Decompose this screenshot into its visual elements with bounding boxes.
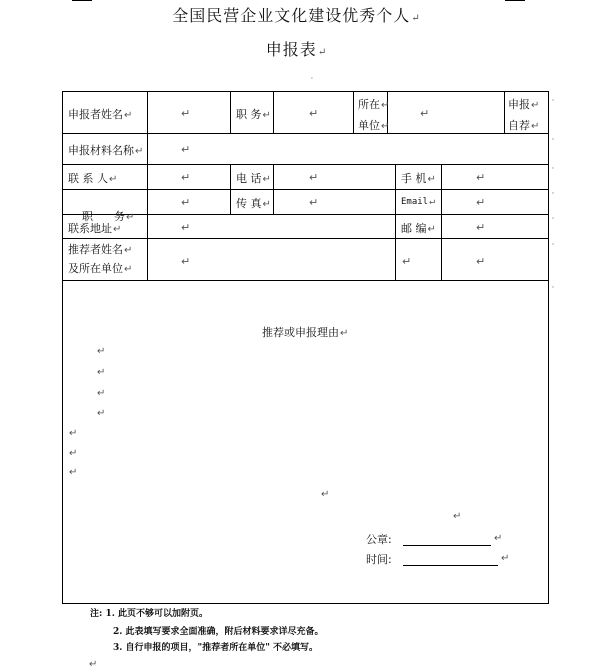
bottom-paragraph-mark: ↵ (89, 659, 98, 670)
fax-field[interactable]: ↵ (309, 196, 319, 209)
row-end-mark-6: ' (552, 242, 554, 250)
phone-label: 电 话↵ (236, 172, 271, 185)
reason-paragraph-mark-4: ↵ (97, 408, 106, 419)
reason-title: 推荐或申报理由↵ (262, 326, 349, 339)
top-right-edge-mark (505, 0, 525, 1)
email-label: Email↵ (401, 196, 436, 207)
address-field[interactable]: ↵ (181, 221, 191, 234)
note-line-3: 3. 自行申报的项目，"推荐者所在单位" 不必填写。 (113, 643, 319, 653)
position-field[interactable]: ↵ (309, 107, 319, 120)
seal-paragraph-mark: ↵ (494, 533, 503, 544)
recommender-field[interactable]: ↵ (181, 255, 191, 268)
email-field[interactable]: ↵ (476, 196, 486, 209)
reason-paragraph-mark-8: ↵ (321, 489, 330, 500)
position2-field[interactable]: ↵ (181, 196, 191, 209)
time-label: 时间: (366, 553, 392, 566)
fax-label: 传 真↵ (236, 197, 271, 210)
address-label: 联系地址↵ (68, 222, 122, 235)
page-title: 全国民营企业文化建设优秀个人↵ (172, 6, 421, 25)
page-subtitle: 申报表↵ (265, 40, 328, 59)
recommender-extra-field[interactable]: ↵ (402, 255, 412, 268)
note-line-2: 2. 此表填写要求全面准确，附后材料要求详尽充备。 (113, 627, 324, 637)
material-name-label: 申报材料名称↵ (68, 144, 144, 157)
mobile-label: 手 机↵ (401, 172, 436, 185)
reason-paragraph-mark-2: ↵ (97, 367, 106, 378)
note-line-1: 注: 1. 此页不够可以加附页。 (90, 609, 208, 619)
reason-paragraph-mark-6: ↵ (69, 448, 78, 459)
recommender-label: 推荐者姓名↵ 及所在单位↵ (68, 243, 133, 275)
applicant-name-field[interactable]: ↵ (181, 107, 191, 120)
material-name-field[interactable]: ↵ (181, 143, 191, 156)
reason-paragraph-mark-3: ↵ (97, 388, 106, 399)
row-end-mark-7: ' (552, 285, 554, 293)
time-paragraph-mark: ↵ (501, 553, 510, 564)
contact-label: 联 系 人↵ (68, 172, 118, 185)
title-small-mark: ' (311, 76, 313, 84)
row-end-mark-4: ' (552, 191, 554, 199)
mobile-field[interactable]: ↵ (476, 171, 486, 184)
time-field[interactable] (403, 551, 498, 566)
reason-paragraph-mark-1: ↵ (97, 346, 106, 357)
row-end-mark-2: ' (552, 137, 554, 145)
reason-paragraph-mark-7: ↵ (69, 467, 78, 478)
seal-field[interactable] (403, 531, 491, 546)
unit-field[interactable]: ↵ (420, 107, 430, 120)
reason-paragraph-mark-9: ↵ (453, 511, 462, 522)
row-end-mark-1: ' (552, 98, 554, 106)
top-left-edge-mark (72, 0, 92, 1)
reason-paragraph-mark-5: ↵ (69, 428, 78, 439)
application-form-table (62, 91, 549, 604)
row-end-mark-5: ' (552, 216, 554, 224)
contact-field[interactable]: ↵ (181, 171, 191, 184)
position-label: 职 务↵ (236, 108, 271, 121)
postcode-field[interactable]: ↵ (476, 221, 486, 234)
postcode-label: 邮 编↵ (401, 222, 436, 235)
self-recommend-label: 申报↵ 自荐↵ (508, 98, 540, 132)
phone-field[interactable]: ↵ (309, 171, 319, 184)
position2-label: 职 务↵ (82, 210, 135, 223)
unit-label: 所在↵ 单位↵ (358, 98, 390, 132)
seal-label: 公章: (366, 533, 392, 546)
recommender-extra-field-2[interactable]: ↵ (476, 255, 486, 268)
applicant-name-label: 申报者姓名↵ (68, 108, 133, 121)
row-end-mark-3: ' (552, 166, 554, 174)
